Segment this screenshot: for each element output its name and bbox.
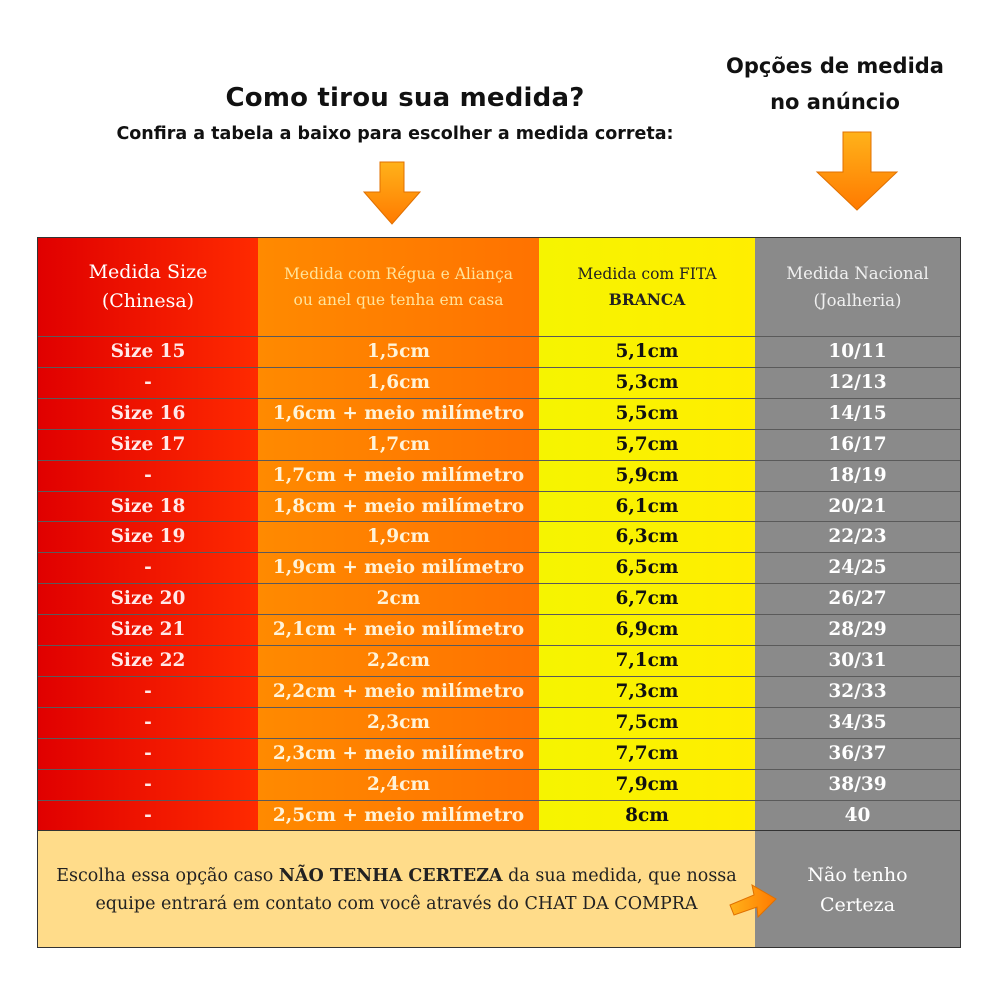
cell-white-tape: 5,7cm — [615, 433, 679, 455]
header-line: (Joalheria) — [813, 291, 902, 310]
header-line: Medida Nacional — [786, 264, 929, 283]
unsure-text-bold: NÃO TENHA CERTEZA — [278, 865, 503, 886]
cell-national-size: 14/15 — [828, 402, 887, 424]
arrow-down-icon — [362, 160, 422, 226]
cell-white-tape: 6,5cm — [615, 557, 679, 579]
cell-chinese-size: Size 16 — [110, 402, 186, 424]
unsure-option[interactable] — [755, 831, 960, 948]
header-chinese-size — [38, 238, 258, 336]
table-row — [38, 336, 960, 367]
cell-ruler-ring: 1,6cm + meio milímetro — [272, 402, 525, 424]
table-row — [38, 676, 960, 707]
cell-chinese-size: - — [144, 773, 152, 795]
header-line: Medida com FITA — [577, 265, 717, 283]
cell-white-tape: 7,1cm — [615, 650, 679, 671]
cell-ruler-ring: 1,9cm — [366, 526, 431, 548]
cell-national-size: 24/25 — [828, 557, 887, 579]
header-line: BRANCA — [608, 290, 686, 309]
header-line: (Chinesa) — [101, 290, 195, 312]
cell-national-size: 28/29 — [828, 619, 887, 641]
arrow-right-icon — [728, 881, 778, 921]
cell-chinese-size: Size 20 — [110, 588, 186, 610]
cell-ruler-ring: 2,3cm + meio milímetro — [272, 742, 525, 764]
cell-ruler-ring: 2,2cm + meio milímetro — [272, 680, 525, 702]
cell-ruler-ring: 1,5cm — [366, 341, 431, 362]
header-line: ou anel que tenha em casa — [293, 291, 504, 309]
cell-white-tape: 5,9cm — [615, 464, 679, 486]
cell-ruler-ring: 2,2cm — [366, 650, 431, 671]
cell-ruler-ring: 2,5cm + meio milímetro — [272, 804, 525, 826]
cell-chinese-size: Size 17 — [110, 433, 186, 455]
cell-national-size: 18/19 — [828, 464, 887, 486]
header-white-tape — [539, 238, 755, 336]
cell-national-size: 30/31 — [828, 650, 887, 671]
cell-white-tape: 6,1cm — [615, 495, 679, 517]
cell-national-size: 26/27 — [828, 588, 887, 610]
unsure-option-line2: Certeza — [819, 893, 896, 916]
table-row — [38, 707, 960, 738]
cell-white-tape: 7,3cm — [615, 680, 679, 702]
table-row — [38, 521, 960, 552]
table-row — [38, 367, 960, 398]
table-row — [38, 398, 960, 429]
table-row — [38, 738, 960, 769]
cell-national-size: 10/11 — [828, 341, 887, 362]
header-line: Medida Size — [88, 261, 208, 283]
options-label — [700, 48, 970, 120]
cell-white-tape: 5,3cm — [615, 371, 679, 393]
cell-ruler-ring: 1,7cm — [366, 433, 431, 455]
table-row — [38, 491, 960, 522]
table-row — [38, 614, 960, 645]
page-subtitle: Confira a tabela a baixo para escolher a medida correta: — [116, 124, 674, 144]
cell-ruler-ring: 1,7cm + meio milímetro — [272, 464, 525, 486]
unsure-row — [38, 830, 960, 948]
cell-white-tape: 6,3cm — [615, 526, 679, 548]
cell-ruler-ring: 2,1cm + meio milímetro — [272, 619, 525, 641]
table-row — [38, 552, 960, 583]
cell-national-size: 36/37 — [828, 742, 887, 764]
cell-chinese-size: Size 21 — [110, 619, 186, 641]
table-row — [38, 769, 960, 800]
cell-white-tape: 7,9cm — [615, 773, 679, 795]
table-row — [38, 645, 960, 676]
cell-chinese-size: - — [144, 804, 152, 826]
cell-chinese-size: Size 22 — [110, 650, 186, 671]
cell-national-size: 16/17 — [828, 433, 887, 455]
cell-ruler-ring: 2,3cm — [366, 711, 431, 733]
cell-white-tape: 6,9cm — [615, 619, 679, 641]
page-title: Como tirou sua medida? — [225, 83, 585, 113]
unsure-description — [38, 831, 755, 948]
cell-chinese-size: Size 15 — [110, 341, 186, 362]
header-line: Medida com Régua e Aliança — [284, 265, 513, 283]
cell-chinese-size: - — [144, 711, 152, 733]
cell-national-size: 40 — [844, 804, 871, 826]
cell-chinese-size: - — [144, 742, 152, 764]
table-row — [38, 460, 960, 491]
cell-national-size: 12/13 — [828, 371, 887, 393]
cell-white-tape: 8cm — [625, 804, 669, 826]
cell-national-size: 20/21 — [828, 495, 887, 517]
cell-chinese-size: Size 19 — [110, 526, 186, 548]
cell-white-tape: 6,7cm — [615, 588, 679, 610]
table-row — [38, 583, 960, 614]
table-row — [38, 800, 960, 831]
cell-white-tape: 5,5cm — [615, 402, 679, 424]
cell-ruler-ring: 2,4cm — [366, 773, 431, 795]
cell-national-size: 22/23 — [828, 526, 887, 548]
unsure-text-pre: Escolha essa opção caso — [56, 865, 279, 886]
unsure-text-post: da sua medida, que nossa equipe entrará em contato com você através do CHAT DA COMPRA — [95, 865, 737, 914]
cell-ruler-ring: 1,9cm + meio milímetro — [272, 557, 525, 579]
arrow-down-icon — [815, 130, 899, 212]
cell-ruler-ring: 1,8cm + meio milímetro — [272, 495, 525, 517]
cell-white-tape: 7,5cm — [615, 711, 679, 733]
cell-chinese-size: - — [144, 464, 152, 486]
cell-chinese-size: - — [144, 371, 152, 393]
table-row — [38, 429, 960, 460]
cell-white-tape: 7,7cm — [615, 742, 679, 764]
unsure-option-line1: Não tenho — [807, 863, 908, 886]
cell-ruler-ring: 1,6cm — [366, 371, 431, 393]
options-label-line1: Opções de medida — [726, 54, 944, 78]
options-label-line2: no anúncio — [770, 90, 900, 114]
cell-chinese-size: - — [144, 680, 152, 702]
cell-ruler-ring: 2cm — [376, 588, 421, 610]
header-ruler-ring — [258, 238, 539, 336]
size-table — [37, 237, 961, 948]
cell-chinese-size: - — [144, 557, 152, 579]
cell-national-size: 32/33 — [828, 680, 887, 702]
cell-national-size: 38/39 — [828, 773, 887, 795]
header-national-size — [755, 238, 960, 336]
cell-white-tape: 5,1cm — [615, 341, 679, 362]
cell-chinese-size: Size 18 — [110, 495, 186, 517]
cell-national-size: 34/35 — [828, 711, 887, 733]
